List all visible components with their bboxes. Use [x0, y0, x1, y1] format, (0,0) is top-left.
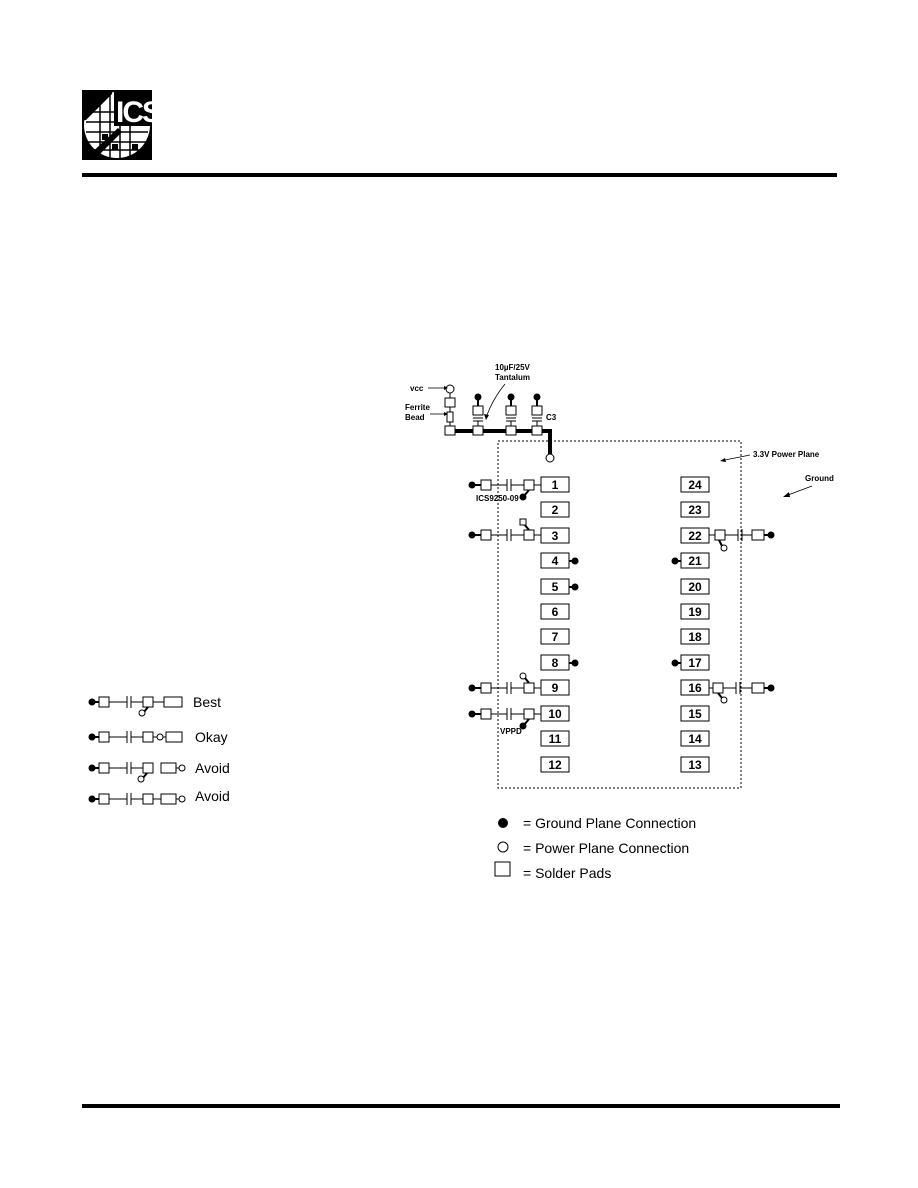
legend-power: = Power Plane Connection: [523, 840, 690, 856]
left-pins: [541, 477, 569, 772]
pin-number: 12: [548, 758, 562, 772]
pin-number: 15: [688, 707, 702, 721]
pin-number: 6: [551, 605, 559, 619]
rating-label: Avoid: [195, 788, 230, 804]
pin-number: 22: [688, 529, 702, 543]
placement-examples: [89, 696, 185, 805]
pin-number: 10: [548, 707, 562, 721]
c3-label: C3: [546, 413, 557, 422]
supply-network: [428, 384, 554, 462]
power-plane-label: 3.3V Power Plane: [753, 450, 820, 459]
part-number-label: ICS9250-09: [476, 494, 519, 503]
pin-number: 16: [688, 681, 702, 695]
pin-number: 17: [688, 656, 702, 670]
right-pins: [681, 477, 709, 772]
ferrite-label-line2: Bead: [405, 413, 425, 422]
pin-number: 3: [551, 529, 559, 543]
pin-number: 11: [548, 732, 562, 746]
pin-number: 19: [688, 605, 702, 619]
ground-dot-icon: [498, 818, 508, 828]
ferrite-label-line1: Ferrite: [405, 403, 430, 412]
logo-text: ICS: [116, 96, 161, 129]
pin-number: 21: [688, 554, 702, 568]
power-circle-icon: [498, 842, 508, 852]
vppd-label: VPPD: [500, 727, 522, 736]
pin-number: 23: [688, 503, 702, 517]
solder-pad-icon: [495, 862, 510, 876]
legend-solder: = Solder Pads: [523, 865, 612, 881]
rating-label: Best: [193, 694, 222, 710]
cap-type-label: Tantalum: [495, 373, 530, 382]
vcc-label: vcc: [410, 384, 424, 393]
rating-label: Avoid: [195, 760, 230, 776]
pin-number: 7: [551, 630, 559, 644]
rating-label: Okay: [195, 729, 228, 745]
cap-value-label: 10µF/25V: [495, 363, 530, 372]
ground-label: Ground: [805, 474, 834, 483]
pin-number: 9: [551, 681, 559, 695]
pin-number: 14: [688, 732, 702, 746]
pin-number: 8: [551, 656, 559, 670]
legend-ground: = Ground Plane Connection: [523, 815, 697, 831]
pin-number: 1: [551, 478, 559, 492]
pin-number: 20: [688, 580, 702, 594]
pin-number: 18: [688, 630, 702, 644]
pin-number: 5: [551, 580, 559, 594]
pin-number: 13: [688, 758, 702, 772]
pin-number: 4: [551, 554, 559, 568]
pin-number: 2: [551, 503, 559, 517]
pin-numbers: [548, 478, 702, 772]
pin-number: 24: [688, 478, 702, 492]
